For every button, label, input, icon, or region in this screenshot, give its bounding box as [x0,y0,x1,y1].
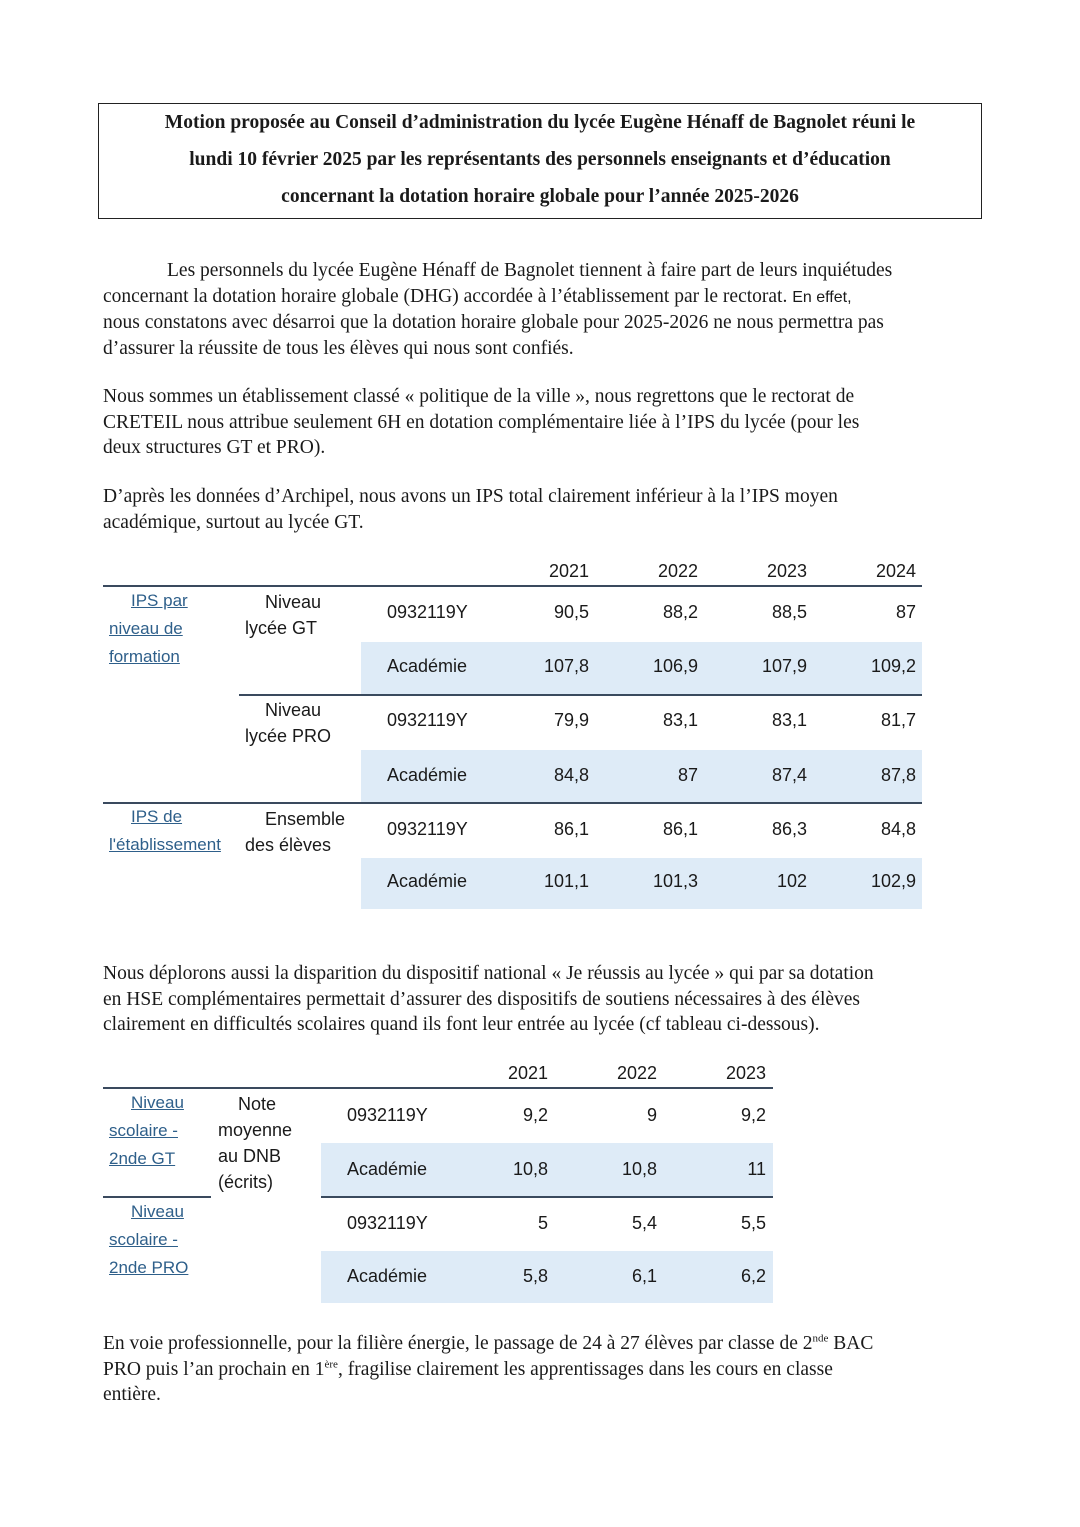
text-span: En effet, [792,288,852,306]
level-label-gt [245,589,321,641]
text-span: concernant la dotation horaire globale (DHG) accordée à l’établissement par le rectorat. [103,285,793,307]
label-line: Ensemble [265,809,346,829]
superscript: nde [812,1332,829,1345]
value-cell: 5,5 [740,1213,766,1233]
link-line: 2nde GT [109,1149,176,1168]
label-line: lycée GT [245,618,318,638]
value-cell: 9 [646,1105,657,1125]
link-line: formation [109,647,180,666]
label-line: des élèves [245,835,332,855]
value-cell: 6,2 [740,1266,766,1286]
value-cell: 107,9 [761,656,807,676]
paragraph-line: Nous sommes un établissement classé « politique de la ville », nous regrettons que le rectorat de [103,386,855,407]
value-cell: 86,1 [553,819,589,839]
niveau-2nde-pro-link[interactable] [109,1198,209,1282]
value-cell: 101,3 [652,871,698,891]
superscript: ère [324,1358,338,1370]
value-cell: 109,2 [870,656,916,676]
year-header: 2021 [548,561,589,581]
table-rule [239,694,922,696]
label-line: moyenne [218,1120,293,1140]
value-cell: 106,9 [652,656,698,676]
paragraph-line: académique, surtout au lycée GT. [103,511,364,533]
link-line: scolaire - [109,1121,178,1140]
value-cell: 83,1 [662,710,698,730]
paragraph-line: deux structures GT et PRO). [103,437,326,458]
year-header: 2023 [725,1063,766,1083]
row-label: 0932119Y [347,1105,428,1125]
value-cell: 102,9 [870,871,916,891]
value-cell: 102 [776,871,807,891]
label-line: Note [238,1094,277,1114]
paragraph-line: entière. [103,1384,161,1405]
paragraph-archipel [103,484,993,535]
paragraph-line: d’assurer la réussite de tous les élèves qui nous sont confiés. [103,337,574,359]
paragraph-line: CRETEIL nous attribue seulement 6H en dotation complémentaire liée à l’IPS du lycée (pour les [103,411,860,433]
ips-par-niveau-link[interactable] [109,587,209,671]
paragraph-je-reussis [103,961,993,1038]
value-cell: 90,5 [553,602,589,622]
paragraph-line [103,1357,993,1383]
value-cell: 81,7 [880,710,916,730]
paragraph-line: Nous déplorons aussi la disparition du dispositif national « Je réussis au lycée » qui par sa dotation [103,963,874,984]
value-cell: 11 [747,1159,766,1179]
link-line: l'établissement [109,835,221,854]
title-line: lundi 10 février 2025 par les représentants des personnels enseignants et d’éducation [189,149,891,170]
value-cell: 87,4 [771,765,807,785]
paragraph-line [103,1331,993,1357]
value-cell: 86,1 [662,819,698,839]
paragraph-line: clairement en difficultés scolaires quand ils font leur entrée au lycée (cf tableau ci-dessous). [103,1014,820,1035]
row-label: 0932119Y [387,602,468,622]
value-cell: 87 [677,765,698,785]
text-span: , fragilise clairement les apprentissages dans les cours en classe [337,1358,833,1380]
level-label-ensemble [245,806,345,858]
value-cell: 107,8 [543,656,589,676]
value-cell: 10,8 [512,1159,548,1179]
paragraph-politique-ville [103,384,993,461]
row-label: Académie [387,765,468,785]
value-cell: 10,8 [621,1159,657,1179]
level-label-pro [245,697,331,749]
year-header: 2023 [766,561,807,581]
motion-title-box [98,103,982,219]
value-cell: 5,4 [631,1213,657,1233]
link-line: scolaire - [109,1230,178,1249]
ips-etablissement-link[interactable] [109,803,239,859]
niveau-2nde-gt-link[interactable] [109,1089,209,1173]
row-label: Académie [347,1159,428,1179]
link-line: Niveau [131,1093,184,1112]
row-label: 0932119Y [387,710,468,730]
text-span: PRO puis l’an prochain en 1 [103,1358,325,1380]
link-line: 2nde PRO [109,1258,189,1277]
value-cell: 87 [895,602,916,622]
label-line: (écrits) [218,1172,273,1192]
value-cell: 84,8 [880,819,916,839]
value-cell: 88,2 [662,602,698,622]
value-cell: 86,3 [771,819,807,839]
paragraph-line: nous constatons avec désarroi que la dotation horaire globale pour 2025-2026 ne nous permettra pas [103,312,884,333]
value-cell: 9,2 [522,1105,548,1125]
paragraph-line: Les personnels du lycée Eugène Hénaff de Bagnolet tiennent à faire part de leurs inquiétudes [167,260,893,281]
row-label: Académie [387,656,468,676]
text-span: BAC [828,1333,874,1354]
year-header: 2024 [875,561,916,581]
paragraph-line [103,284,993,311]
link-line: niveau de [109,619,183,638]
title-line: Motion proposée au Conseil d’administration du lycée Eugène Hénaff de Bagnolet réuni le [164,112,916,133]
value-cell: 84,8 [553,765,589,785]
year-header: 2022 [616,1063,657,1083]
row-label: Académie [387,871,468,891]
row-label: Académie [347,1266,428,1286]
paragraph-intro [103,258,993,361]
value-cell: 5 [537,1213,548,1233]
value-cell: 9,2 [740,1105,766,1125]
row-label: 0932119Y [347,1213,428,1233]
paragraph-voie-pro [103,1331,993,1408]
paragraph-line: D’après les données d’Archipel, nous avons un IPS total clairement inférieur à la l’IPS moyen [103,486,838,507]
note-moyenne-label [218,1091,292,1195]
value-cell: 101,1 [543,871,589,891]
table-rule [103,585,922,587]
table-rule [321,1196,773,1198]
label-line: lycée PRO [245,726,332,746]
label-line: Niveau [265,592,322,612]
paragraph-line: en HSE complémentaires permettait d’assurer des dispositifs de soutiens nécessaires à des élèves [103,988,861,1010]
label-line: au DNB [218,1146,282,1166]
link-line: IPS de [131,807,183,826]
value-cell: 83,1 [771,710,807,730]
link-line: Niveau [131,1202,184,1221]
value-cell: 5,8 [522,1266,548,1286]
value-cell: 79,9 [553,710,589,730]
label-line: Niveau [265,700,322,720]
value-cell: 87,8 [880,765,916,785]
year-header: 2022 [657,561,698,581]
text-span: En voie professionnelle, pour la filière énergie, le passage de 24 à 27 élèves par classe de 2 [103,1333,813,1354]
title-line: concernant la dotation horaire globale pour l’année 2025-2026 [281,186,799,207]
year-header: 2021 [507,1063,548,1083]
row-label: 0932119Y [387,819,468,839]
link-line: IPS par [131,591,188,610]
value-cell: 6,1 [631,1266,657,1286]
value-cell: 88,5 [771,602,807,622]
